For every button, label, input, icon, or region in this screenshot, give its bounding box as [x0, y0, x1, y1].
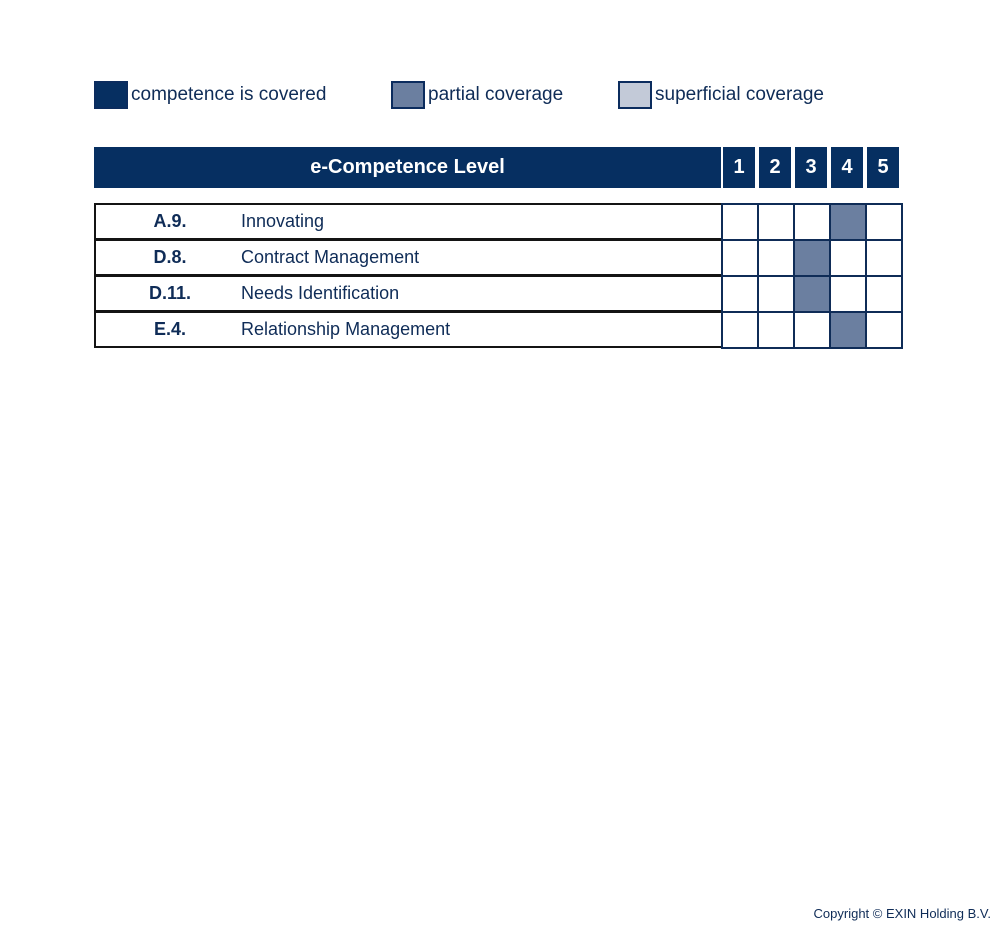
level-cell [793, 311, 831, 349]
competence-name: Relationship Management [241, 319, 451, 339]
level-header-4: 4 [831, 147, 863, 188]
level-cell [865, 275, 903, 313]
level-cell [793, 275, 831, 313]
level-cell [865, 311, 903, 349]
level-header-3: 3 [795, 147, 827, 188]
level-cell [829, 239, 867, 277]
competence-code: D.8. [153, 247, 187, 267]
level-cell [865, 239, 903, 277]
table-row [94, 203, 723, 240]
level-cell [829, 311, 867, 349]
table-row [94, 275, 723, 312]
legend-swatch-covered [94, 81, 128, 109]
level-cell [793, 203, 831, 241]
legend-covered [94, 79, 326, 111]
level-cell [721, 275, 759, 313]
copyright-text: Copyright © EXIN Holding B.V. [813, 906, 991, 921]
level-cell [829, 203, 867, 241]
level-header-1: 1 [723, 147, 755, 188]
legend-label-superficial: superficial coverage [655, 84, 824, 105]
legend-superficial [618, 79, 824, 111]
table-header: e-Competence Level [94, 147, 721, 188]
competence-name: Contract Management [241, 247, 420, 267]
competence-name: Innovating [241, 211, 325, 231]
competence-code: A.9. [153, 211, 187, 231]
table-row [94, 311, 723, 348]
legend-swatch-superficial [618, 81, 652, 109]
legend-swatch-partial [391, 81, 425, 109]
table-row [94, 239, 723, 276]
level-cell [757, 239, 795, 277]
level-cell [757, 203, 795, 241]
competence-name: Needs Identification [241, 283, 400, 303]
legend-partial [391, 79, 563, 111]
level-cell [829, 275, 867, 313]
level-cell [865, 203, 903, 241]
level-cell [721, 311, 759, 349]
level-header-5: 5 [867, 147, 899, 188]
level-header-2: 2 [759, 147, 791, 188]
legend-label-covered: competence is covered [131, 84, 327, 105]
legend-label-partial: partial coverage [428, 84, 564, 105]
level-cell [793, 239, 831, 277]
competence-code: E.4. [153, 319, 187, 339]
level-cell [721, 203, 759, 241]
competence-code: D.11. [148, 283, 192, 303]
level-cell [721, 239, 759, 277]
level-cell [757, 311, 795, 349]
level-cell [757, 275, 795, 313]
